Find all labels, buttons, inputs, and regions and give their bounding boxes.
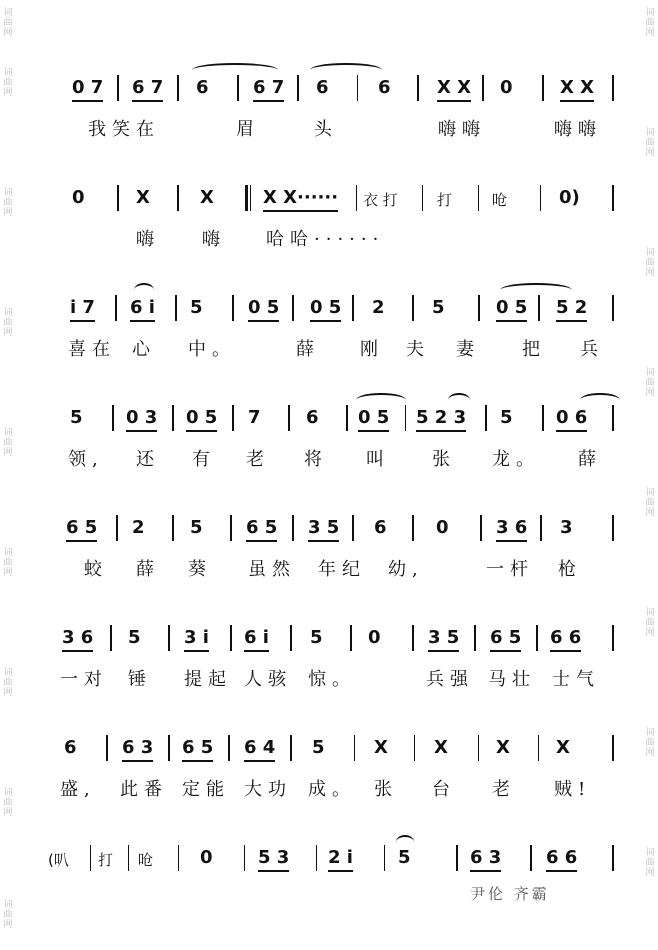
lyric: 贼! [554, 779, 592, 800]
barline [288, 405, 290, 431]
note-group: 3 i [184, 627, 209, 652]
lyric: 虽然 [248, 559, 296, 580]
lyric: 嗨嗨 [438, 119, 486, 140]
lyric: 台 [432, 779, 456, 800]
barline [106, 735, 108, 761]
barline [178, 845, 179, 871]
staff-row-6 [60, 625, 620, 725]
lyric: 眉 [236, 119, 260, 140]
note-group: X X······ [263, 187, 338, 212]
note-group: X [556, 737, 570, 758]
note-group: 呛 [138, 851, 154, 869]
note-group: 3 5 [308, 517, 339, 542]
lyric: 士气 [552, 669, 600, 690]
note-group: 5 3 [258, 847, 289, 872]
barline [412, 625, 414, 651]
barline [230, 625, 232, 651]
lyric: 嗨 [136, 229, 160, 250]
note-group: 5 [190, 517, 203, 538]
barline [117, 185, 119, 211]
lyric: 大功 [244, 779, 292, 800]
lyric: 一对 [60, 669, 108, 690]
barline [110, 625, 112, 651]
note-group: X X [437, 77, 471, 102]
barline [232, 295, 234, 321]
note-group: 6 [374, 517, 387, 538]
lyric: 刚 [360, 339, 384, 360]
note-group: 6 4 [244, 737, 275, 762]
barline [612, 185, 614, 211]
note-group: 0 [436, 517, 449, 538]
lyric: 薛 [296, 339, 320, 360]
barline [177, 185, 179, 211]
note-group: 7 [248, 407, 261, 428]
note-group: 6 6 [546, 847, 577, 872]
staff-row-2 [60, 185, 620, 285]
note-group: X [136, 187, 150, 208]
lyric: 哈哈······ [266, 229, 385, 250]
lyric: 马壮 [488, 669, 536, 690]
note-group: 呛 [492, 191, 508, 209]
note-group: 0 6 [556, 407, 587, 432]
note-group: 5 [70, 407, 83, 428]
barline [540, 185, 541, 211]
barline [357, 75, 358, 101]
lyric: 提起 [184, 669, 232, 690]
lyric: 惊。 [308, 669, 356, 690]
lyric: 锤 [128, 669, 152, 690]
barline [290, 625, 292, 651]
note-group: 0 5 [248, 297, 279, 322]
barline [172, 515, 174, 541]
barline [297, 75, 299, 101]
barline [412, 295, 414, 321]
barline [612, 735, 614, 761]
note-group: 2 [132, 517, 145, 538]
lyric: 我笑在 [88, 119, 160, 140]
lyric: 喜在 [68, 339, 116, 360]
note-group: 2 [372, 297, 385, 318]
note-group: X X [560, 77, 594, 102]
lyric: 把 [522, 339, 546, 360]
note-group: 5 [500, 407, 513, 428]
tie-slur [192, 63, 278, 77]
note-group: 0 [500, 77, 513, 98]
barline [168, 735, 170, 761]
note-group: 6 [64, 737, 77, 758]
barline [478, 735, 479, 761]
barline [237, 75, 239, 101]
barline [230, 515, 232, 541]
note-group: 0 [368, 627, 381, 648]
barline [292, 295, 294, 321]
note-group: 6 7 [132, 77, 163, 102]
note-group: 6 5 [246, 517, 277, 542]
note-group: 6 [196, 77, 209, 98]
barline [350, 625, 352, 651]
barline [168, 625, 170, 651]
barline [612, 75, 614, 101]
note-group: 6 [316, 77, 329, 98]
note-group: 6 5 [66, 517, 97, 542]
tie-slur [500, 283, 572, 297]
note-group: 0 5 [496, 297, 527, 322]
note-group: 3 6 [496, 517, 527, 542]
note-group: 6 [378, 77, 391, 98]
lyric: 枪 [558, 559, 582, 580]
staff-row-4 [60, 405, 620, 505]
note-group: 0 7 [72, 77, 103, 102]
note-group: 0 [200, 847, 213, 868]
lyric: 老 [492, 779, 516, 800]
watermark-right: 词 曲 网 词 曲 网 词 曲 网 词 曲 网 词 曲 网 词 曲 网 词 曲 网 词 曲 网 [645, 8, 655, 878]
lyric: 老 [246, 449, 270, 470]
note-group: 0 5 [358, 407, 389, 432]
tie-slur [134, 283, 154, 297]
tie-slur [310, 63, 382, 77]
tie-slur [580, 393, 620, 407]
note-group: 3 6 [62, 627, 93, 652]
barline [456, 845, 458, 871]
lyric: 有 [192, 449, 216, 470]
note-group: X [374, 737, 388, 758]
barline [232, 405, 234, 431]
barline [177, 75, 179, 101]
barline [612, 625, 614, 651]
note-group: 5 [398, 847, 411, 868]
note-group: 5 2 3 [416, 407, 466, 432]
note-group: 5 [432, 297, 445, 318]
staff-row-5 [60, 515, 620, 615]
note-group: 3 [560, 517, 573, 538]
lyric: 定能 [182, 779, 230, 800]
barline [485, 405, 487, 431]
barline [422, 185, 423, 211]
barline [115, 295, 117, 321]
barline [538, 295, 540, 321]
staff-row-7 [60, 735, 620, 835]
barline [116, 515, 118, 541]
note-group: 6 3 [122, 737, 153, 762]
barline [482, 75, 484, 101]
note-group: 6 5 [490, 627, 521, 652]
barline [112, 405, 114, 431]
barline [228, 735, 230, 761]
barline [292, 515, 294, 541]
barline [612, 295, 614, 321]
lyric: 此番 [120, 779, 168, 800]
lyric: 张 [374, 779, 398, 800]
lyric: 龙。 [492, 449, 540, 470]
barline [412, 515, 414, 541]
note-group: X [434, 737, 448, 758]
author-credit: 尹伦 齐霸 [470, 885, 550, 903]
note-group: 6 3 [470, 847, 501, 872]
note-group: 6 i [130, 297, 155, 322]
barline [244, 845, 245, 871]
lyric: 妻 [456, 339, 480, 360]
lyric: 还 [136, 449, 160, 470]
barline [90, 845, 91, 871]
barline [480, 515, 482, 541]
lyric: 年纪 [318, 559, 366, 580]
note-group: 0 3 [126, 407, 157, 432]
note-group: 0 5 [310, 297, 341, 322]
barline [352, 295, 354, 321]
note-group: 6 [306, 407, 319, 428]
note-group: 5 [310, 627, 323, 648]
score-sheet [48, 60, 620, 940]
lyric: 夫 [406, 339, 430, 360]
barline [478, 185, 479, 211]
staff-row-3 [60, 295, 620, 395]
note-group: 6 i [244, 627, 269, 652]
barline [128, 845, 129, 871]
lyric: 薛 [578, 449, 602, 470]
note-group: 5 [190, 297, 203, 318]
note-group: X [200, 187, 214, 208]
note-group: 0 5 [186, 407, 217, 432]
note-group: 2 i [328, 847, 353, 872]
lyric: 兵强 [426, 669, 474, 690]
note-group: 6 5 [182, 737, 213, 762]
lyric: 人骇 [244, 669, 292, 690]
barline [405, 405, 406, 431]
lyric: 张 [432, 449, 456, 470]
lyric: 蛟 [84, 559, 108, 580]
lyric: 嗨嗨 [554, 119, 602, 140]
lyric: 头 [314, 119, 338, 140]
note-group: 3 5 [428, 627, 459, 652]
barline [612, 405, 614, 431]
lyric: 兵 [580, 339, 604, 360]
barline [354, 735, 355, 761]
barline [530, 845, 532, 871]
note-group: 衣 打 [363, 191, 398, 209]
repeat-sign [245, 185, 253, 211]
lyric: 盛, [60, 779, 96, 800]
note-group: 5 [312, 737, 325, 758]
lyric: 成。 [308, 779, 356, 800]
watermark-left: 词 曲 网 词 曲 网 词 曲 网 词 曲 网 词 曲 网 词 曲 网 词 曲 网 词 曲 网 词 曲 网 [3, 8, 13, 930]
lyric: 领, [68, 449, 104, 470]
lyric: 叫 [366, 449, 390, 470]
barline [316, 845, 317, 871]
lyric: 葵 [188, 559, 212, 580]
barline [346, 405, 348, 431]
lyric: 嗨 [202, 229, 226, 250]
lyric: 一杆 [486, 559, 534, 580]
lyric: 将 [304, 449, 328, 470]
note-group: 6 7 [253, 77, 284, 102]
barline [540, 515, 542, 541]
lyric: 幼, [388, 559, 424, 580]
barline [352, 515, 354, 541]
barline [478, 295, 480, 321]
note-group: 打 [437, 191, 453, 209]
tie-slur [356, 393, 406, 407]
barline [542, 75, 544, 101]
barline [117, 75, 119, 101]
barline [175, 295, 177, 321]
barline [538, 735, 539, 761]
barline [612, 845, 614, 871]
barline [474, 625, 476, 651]
staff-row-8 [48, 845, 620, 945]
note-group: 打 [98, 851, 114, 869]
staff-row-1 [60, 75, 620, 175]
lyric: 心 [132, 339, 156, 360]
barline [290, 735, 292, 761]
barline [542, 405, 544, 431]
barline [356, 185, 357, 211]
note-group: 5 [128, 627, 141, 648]
note-group: 0 [72, 187, 85, 208]
note-group: i 7 [70, 297, 95, 322]
barline [172, 405, 174, 431]
note-group: X [496, 737, 510, 758]
barline [536, 625, 538, 651]
barline [384, 845, 385, 871]
barline [417, 75, 419, 101]
barline [414, 735, 415, 761]
note-group: (叭 [48, 851, 69, 869]
note-group: 6 6 [550, 627, 581, 652]
lyric: 中。 [188, 339, 236, 360]
note-group: 0) [559, 187, 580, 208]
tie-slur [448, 393, 470, 407]
lyric: 薛 [136, 559, 160, 580]
note-group: 5 2 [556, 297, 587, 322]
barline [612, 515, 614, 541]
